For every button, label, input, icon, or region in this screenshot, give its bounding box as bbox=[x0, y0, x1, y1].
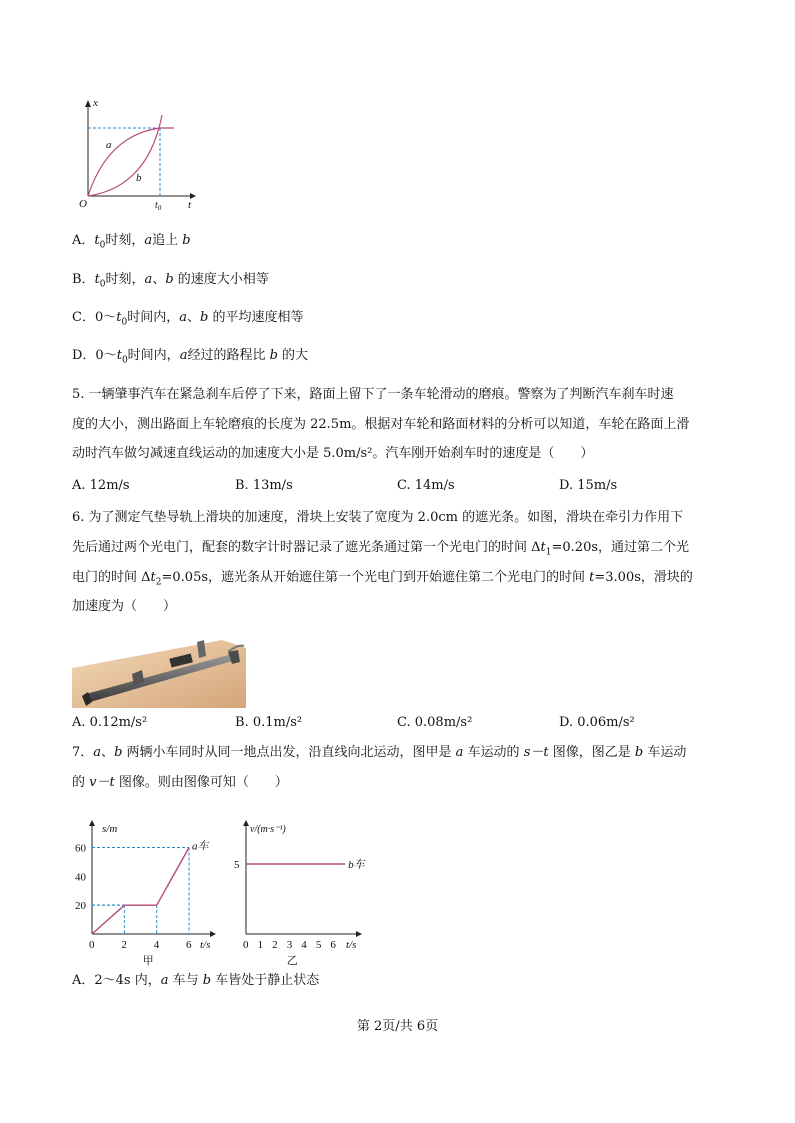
s-t-chart bbox=[70, 812, 220, 970]
x-axis-label: x bbox=[93, 97, 98, 109]
vt-caption: 乙 bbox=[286, 955, 298, 967]
air-track-photo bbox=[72, 634, 246, 708]
v-t-chart bbox=[228, 812, 373, 970]
q6-line-1: 6. 为了测定气垫导轨上滑块的加速度，滑块上安装了宽度为 2.0cm 的遮光条。如图，滑块在牵引力作用下 bbox=[72, 510, 684, 525]
curve-a-label: a bbox=[106, 139, 112, 151]
vt-x-tick: 2 bbox=[272, 939, 278, 951]
vt-x-tick: 6 bbox=[330, 939, 336, 951]
st-x-tick: 0 bbox=[89, 939, 95, 951]
q4-option-a: A．$t_0$时刻，a追上 b bbox=[72, 233, 191, 251]
q5-option-d: D. 15m/s bbox=[559, 478, 618, 493]
vt-y-label: v/(m·s⁻¹) bbox=[250, 824, 286, 835]
q6-line-2: 先后通过两个光电门，配套的数字计时器记录了遮光条通过第一个光电门的时间 $\Delta t_1=0.20s$，通过第二个光 bbox=[72, 540, 690, 558]
st-y-arrow bbox=[89, 820, 95, 826]
x-axis-arrow bbox=[85, 100, 91, 107]
t-axis-label: t bbox=[188, 199, 192, 210]
q4-option-b: B．$t_0$时刻，a、b 的速度大小相等 bbox=[72, 272, 269, 290]
q7-line-1: 7．a、b 两辆小车同时从同一地点出发，沿直线向北运动，图甲是 a 车运动的 s－t 图像，图乙是 b 车运动 bbox=[72, 745, 687, 760]
q5-line-1: 5. 一辆肇事汽车在紧急刹车后停了下来，路面上留下了一条车轮滑动的磨痕。警察为了判断汽车刹车时速 bbox=[72, 387, 674, 402]
q4-option-c: C．$0\sim t_0$时间内，a、b 的平均速度相等 bbox=[72, 310, 304, 328]
q4-option-d: D．$0\sim t_0$时间内，a经过的路程比 b 的大 bbox=[72, 348, 309, 366]
q5-option-a: A. 12m/s bbox=[72, 478, 130, 493]
st-x-tick: 6 bbox=[186, 939, 192, 951]
vt-x-tick: 3 bbox=[286, 939, 293, 951]
st-series-a bbox=[92, 848, 189, 934]
vt-x-tick: 0 bbox=[243, 939, 249, 951]
q6-option-c: C. 0.08m/s² bbox=[397, 715, 473, 730]
curve-b bbox=[88, 115, 162, 196]
vt-x-tick: 5 bbox=[315, 939, 322, 951]
q6-option-a: A. 0.12m/s² bbox=[72, 715, 148, 730]
q6-option-d: D. 0.06m/s² bbox=[559, 715, 635, 730]
st-y-tick: 20 bbox=[75, 900, 86, 913]
st-y-tick: 60 bbox=[75, 842, 86, 855]
origin-label: O bbox=[79, 198, 87, 210]
xt-graph bbox=[72, 95, 202, 210]
q6-option-b: B. 0.1m/s² bbox=[235, 715, 303, 730]
vt-x-tick: 1 bbox=[257, 939, 264, 951]
q5-line-2: 度的大小，测出路面上车轮磨痕的长度为 22.5m。根据对车轮和路面材料的分析可以知道，车轮在路面上滑 bbox=[72, 417, 690, 432]
st-y-tick: 40 bbox=[75, 871, 86, 884]
curve-b-label: b bbox=[136, 172, 142, 184]
st-y-label: s/m bbox=[102, 823, 118, 835]
q5-line-3: 动时汽车做匀减速直线运动的加速度大小是 5.0m/s²。汽车刚开始刹车时的速度是（ ） bbox=[72, 446, 594, 461]
st-series-label: a车 bbox=[192, 840, 209, 853]
q6-line-3: 电门的时间 $\Delta t_2=0.05s$，遮光条从开始遮住第一个光电门到开始遮住第二个光电门的时间 t=3.00s，滑块的 bbox=[72, 570, 693, 588]
q6-line-4: 加速度为（ ） bbox=[72, 599, 177, 614]
st-x-arrow bbox=[210, 931, 216, 937]
vt-x-label: t/s bbox=[346, 939, 357, 951]
q5-option-c: C. 14m/s bbox=[397, 478, 455, 493]
st-x-label: t/s bbox=[200, 939, 211, 951]
curve-a bbox=[88, 128, 174, 196]
page-footer: 第 2页/共 6页 bbox=[356, 1019, 439, 1034]
t0-label: $t_0$ bbox=[155, 200, 162, 210]
vt-series-label: b车 bbox=[348, 859, 365, 871]
q7-line-2: 的 v－t 图像。则由图像可知（ ） bbox=[72, 775, 288, 790]
vt-y-tick: 5 bbox=[234, 859, 240, 871]
st-caption: 甲 bbox=[142, 955, 154, 967]
vt-x-arrow bbox=[356, 931, 362, 937]
vt-x-tick: 4 bbox=[301, 939, 307, 951]
st-x-tick: 2 bbox=[121, 939, 127, 951]
q5-option-b: B. 13m/s bbox=[235, 478, 293, 493]
vt-y-arrow bbox=[243, 820, 249, 826]
st-x-tick: 4 bbox=[153, 939, 160, 951]
q7-option-a: A．2～4s 内，a 车与 b 车皆处于静止状态 bbox=[72, 973, 320, 988]
